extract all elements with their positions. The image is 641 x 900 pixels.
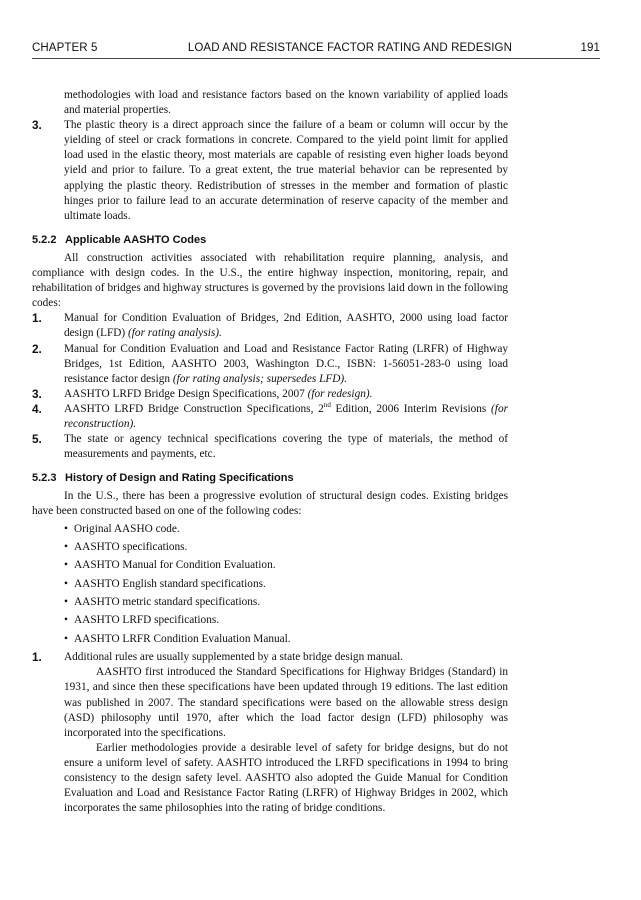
list-item-code-3 (32, 387, 508, 402)
list-item: • AASHTO English standard specifications. (64, 577, 508, 592)
running-header (32, 40, 600, 59)
section-title: History of Design and Rating Specifications (65, 472, 294, 485)
page-number: 191 (580, 42, 600, 54)
list-number: 3. (32, 118, 42, 133)
list-note: (for reconstruction). (64, 402, 508, 430)
list-item: • AASHTO metric standard specifications. (64, 595, 508, 610)
section-intro-paragraph: All construction activities associated with rehabilitation require planning, analysis, and compliance with design codes. In the U.S., the entire highway inspection, monitoring, repair, and rehabilitation of bridges and highway structures is governed by the provisions laid down in the following codes: (32, 251, 508, 310)
list-text: Manual for Condition Evaluation of Bridges, 2nd Edition, AASHTO, 2000 using load factor design (LFD) (64, 312, 508, 340)
paragraph-lrfd-intro: Earlier methodologies provide a desirable level of safety for bridge designs, but do not ensure a uniform level of safety. AASHTO introduced the LRFD specifications in 1994 to bring consistency to the design safety level. AASHTO also adopted the Guide Manual for Condition Evaluation and Load and Resistance Factor Rating (LRFR) of Highway Bridges in 2002, which incorporates the same philosophies into the rating of bridge conditions. (64, 741, 508, 815)
list-item-code-4 (32, 402, 508, 432)
list-text-cont: Edition, 2006 Interim Revisions (330, 402, 492, 415)
section-heading-5-2-2 (32, 233, 508, 248)
section-number: 5.2.2 (32, 233, 57, 246)
list-item: • AASHTO LRFR Condition Evaluation Manual. (64, 632, 508, 647)
list-item: • AASHTO Manual for Condition Evaluation. (64, 558, 508, 573)
list-number: 1. (32, 311, 42, 326)
superscript: nd (323, 401, 331, 410)
list-item: • AASHTO LRFD specifications. (64, 613, 508, 628)
list-text: The state or agency technical specifications covering the type of materials, the method of measurements and payments, etc. (64, 433, 508, 461)
list-text: AASHTO LRFD Bridge Design Specifications, 2007 (64, 387, 308, 400)
list-note: (for rating analysis). (128, 327, 222, 340)
list-item-state-manual (32, 650, 508, 665)
list-item-plastic-theory (32, 118, 508, 224)
list-number: 5. (32, 432, 42, 447)
list-number: 1. (32, 650, 42, 665)
section-heading-5-2-3 (32, 471, 508, 486)
chapter-label: CHAPTER 5 (32, 42, 98, 54)
list-text: AASHTO LRFD Bridge Construction Specifications, 2 (64, 402, 324, 415)
list-note: (for redesign). (307, 387, 373, 400)
list-text: Manual for Condition Evaluation and Load and Resistance Factor Rating (LRFR) of Highway Bridges, 1st Edition, AASHTO 2003, Washington D.C., ISBN: 1-56051-283-0 using load resistance factor design (64, 342, 508, 385)
list-item: • Original AASHO code. (64, 522, 508, 537)
code-bullet-list (32, 522, 508, 647)
list-item-code-5 (32, 432, 508, 462)
list-note: (for rating analysis; supersedes LFD). (172, 372, 347, 385)
paragraph-standard-specs: AASHTO first introduced the Standard Specifications for Highway Bridges (Standard) in 1931, and since then these specifications have been updated through 19 editions. The last edition was published in 2007. The standard specifications were based on the allowable stress design (ASD) philosophy until 1970, after which the load factor design (LFD) philosophy was incorporated into the specifications. (64, 666, 508, 739)
list-number: 4. (32, 401, 42, 416)
intro-continuation: methodologies with load and resistance factors based on the known variability of applied loads and material properties. (64, 89, 508, 117)
list-number: 2. (32, 341, 42, 356)
list-number: 3. (32, 386, 42, 401)
section-number: 5.2.3 (32, 472, 57, 485)
section-title: Applicable AASHTO Codes (65, 233, 207, 246)
page-body (32, 88, 508, 816)
list-text: The plastic theory is a direct approach since the failure of a beam or column will occur by the yielding of steel or crack formations in concrete. Compared to the yield point limit for applied load used in the elastic theory, most materials are capable of resisting even higher loads beyond yield and prior to failure. To a great extent, the true material behavior can be represented by applying the plastic theory. Redistribution of stresses in the member and formation of plastic hinges prior to failure lead to an accurate determination of reserve capacity of the member and ultimate loads. (64, 119, 508, 222)
list-item: • AASHTO specifications. (64, 540, 508, 555)
running-title: LOAD AND RESISTANCE FACTOR RATING AND REDESIGN (187, 42, 512, 54)
list-text: Additional rules are usually supplemented by a state bridge design manual. (64, 651, 404, 664)
section-intro-paragraph: In the U.S., there has been a progressive evolution of structural design codes. Existing bridges have been constructed based on one of the following codes: (32, 490, 508, 518)
list-item-code-2 (32, 342, 508, 387)
list-item-code-1 (32, 311, 508, 341)
